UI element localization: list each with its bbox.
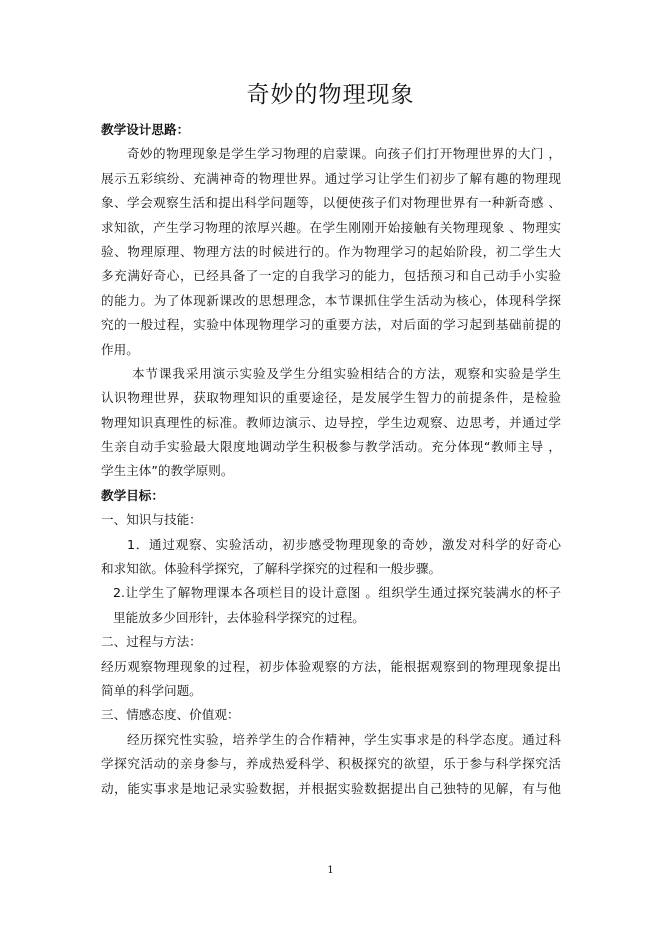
paragraph-line: 简单的科学问题。: [101, 682, 202, 698]
paragraph-line: 作用。: [101, 341, 139, 357]
paragraph-line: 学探究活动的亲身参与，养成热爱科学、积极探究的欲望，乐于参与科学探究活: [101, 756, 561, 772]
paragraph-line: 生亲自动手实验最大限度地调动学生积极参与教学活动。充分体现“教师主导 ，: [101, 439, 561, 455]
paragraph-line: 和求知欲。体验科学探究，了解科学探究的过程和一般步骤。: [101, 561, 442, 577]
document-title: 奇妙的物理现象: [246, 82, 415, 108]
paragraph-line: 多充满好奇心，已经具备了一定的自我学习的能力，包括预习和自己动手小实验: [101, 268, 561, 284]
paragraph-line: 物理知识真理性的标准。教师边演示、边导控，学生边观察、边思考，并通过学: [101, 414, 561, 430]
section-heading: 教学目标：: [101, 487, 164, 503]
section-heading: 教学设计思路：: [101, 122, 190, 137]
paragraph-line: 学生主体”的教学原则。: [101, 463, 234, 479]
paragraph-line: 验、物理原理、物理方法的时候进行的。作为物理学习的起始阶段，初二学生大: [101, 243, 561, 259]
document-body: [101, 118, 561, 801]
paragraph-line: 三、情感态度、价值观：: [101, 707, 240, 723]
paragraph-line: 展示五彩缤纷、充满神奇的物理世界。通过学习让学生们初步了解有趣的物理现: [101, 170, 561, 186]
paragraph-line: 的能力。为了体现新课改的思想理念，本节课抓住学生活动为核心，体现科学探: [101, 292, 561, 308]
paragraph-line: 一、知识与技能：: [101, 512, 202, 528]
paragraph-line: 经历探究性实验，培养学生的合作精神，学生实事求是的科学态度。通过科: [127, 731, 561, 747]
paragraph-line: 求知欲，产生学习物理的浓厚兴趣。在学生刚刚开始接触有关物理现象 、物理实: [101, 219, 561, 235]
paragraph-line: 认识物理世界，获取物理知识的重要途径，是发展学生智力的前提条件，是检验: [101, 390, 561, 406]
paragraph-line: 二、过程与方法：: [101, 634, 202, 650]
paragraph-line: 奇妙的物理现象是学生学习物理的启蒙课。向孩子们打开物理世界的大门 ，: [127, 146, 561, 162]
paragraph-line: 究的一般过程，实验中体现物理学习的重要方法，对后面的学习起到基础前提的: [101, 317, 561, 333]
paragraph-line: 2.让学生了解物理课本各项栏目的设计意图 。组织学生通过探究装满水的杯子: [113, 585, 561, 601]
paragraph-line: 象、学会观察生活和提出科学问题等，以便使孩子们对物理世界有一种新奇感 、: [101, 195, 561, 211]
paragraph-line: 动，能实事求是地记录实验数据，并根据实验数据提出自己独特的见解，有与他: [101, 780, 561, 796]
page-number: 1: [327, 865, 334, 876]
paragraph-line: 里能放多少回形针，去体验科学探究的过程。: [113, 609, 365, 625]
paragraph-line: 1．通过观察、实验活动，初步感受物理现象的奇妙，激发对科学的好奇心: [127, 536, 561, 552]
paragraph-line: 本节课我采用演示实验及学生分组实验相结合的方法，观察和实验是学生: [132, 365, 561, 381]
paragraph-line: 经历观察物理现象的过程，初步体验观察的方法，能根据观察到的物理现象提出: [101, 658, 561, 674]
